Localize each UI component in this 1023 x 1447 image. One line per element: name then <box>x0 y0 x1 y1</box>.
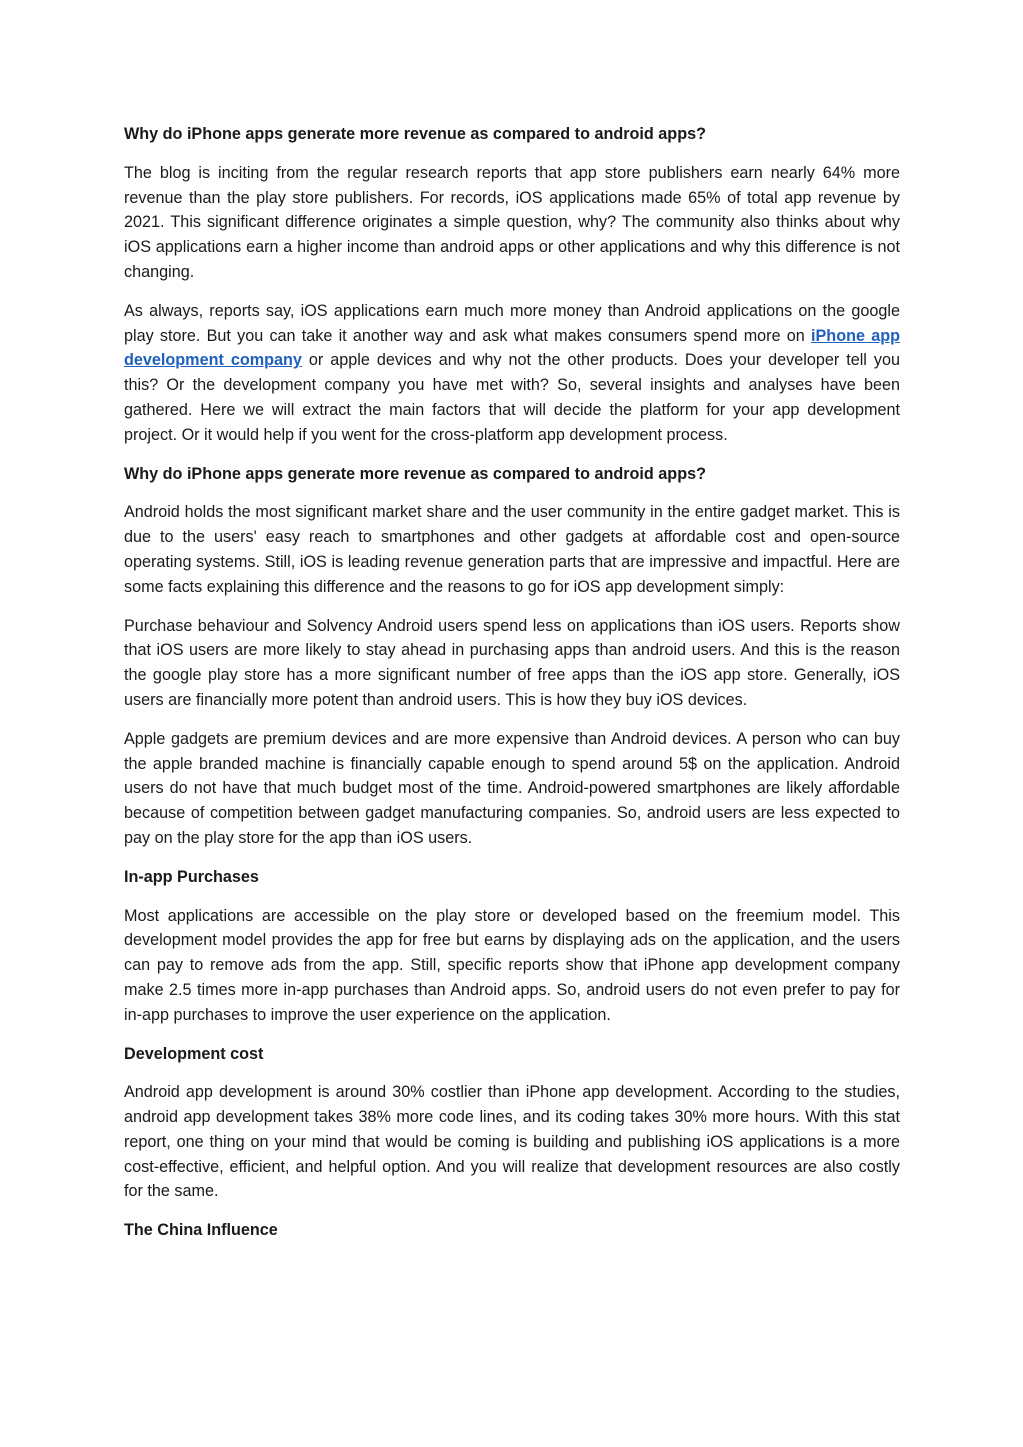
heading-why-iphone: Why do iPhone apps generate more revenue as compared to android apps? <box>124 125 706 143</box>
paragraph-reports <box>124 299 900 448</box>
paragraph-market-share: Android holds the most significant market share and the user community in the entire gadget market. This is due to the users' easy reach to smartphones and other gadgets at affordable cost and open-source operating systems. Still, iOS is leading revenue generation parts that are impressive and impactful. Here are some facts explaining this difference and the reasons to go for iOS app development simply: <box>124 503 900 596</box>
paragraph-intro: The blog is inciting from the regular research reports that app store publishers earn nearly 64% more revenue than the play store publishers. For records, iOS applications made 65% of total app revenue by 2021. This significant difference originates a simple question, why? The community also thinks about why iOS applications earn a higher income than android apps or other applications and why this difference is not changing. <box>124 163 900 281</box>
paragraph-development-cost: Android app development is around 30% costlier than iPhone app development. According to the studies, android app development takes 38% more code lines, and its coding takes 30% more hours. With this stat report, one thing on your mind that would be coming is building and publishing iOS applications is a more cost-effective, efficient, and helpful option. And you will realize that development resources are also costly for the same. <box>124 1083 900 1201</box>
heading-in-app-purchases: In-app Purchases <box>124 867 259 886</box>
document-page <box>124 113 900 1257</box>
paragraph-reports-text-2: or apple devices and why not the other products. Does your developer tell you this? Or the development company you have met with? So, several insights and analyses have been gathered. Here we will extract the main factors that will decide the platform for your app development project. Or it would help if you went for the cross-platform app development process. <box>124 351 900 444</box>
paragraph-reports-text-1: As always, reports say, iOS applications earn much more money than Android applications on the google play store. But you can take it another way and ask what makes consumers spend more on <box>124 301 900 345</box>
iphone-app-development-company-link[interactable]: iPhone app development company <box>124 326 900 370</box>
paragraph-in-app-purchases: Most applications are accessible on the play store or developed based on the freemium model. This development model provides the app for free but earns by displaying ads on the application, and the users can pay to remove ads from the app. Still, specific reports show that iPhone app development company make 2.5 times more in-app purchases than Android apps. So, android users do not even prefer to pay for in-app purchases to improve the user experience on the application. <box>124 906 900 1024</box>
paragraph-purchase-behaviour: Purchase behaviour and Solvency Android users spend less on applications than iOS users. Reports show that iOS users are more likely to stay ahead in purchasing apps than android users. And this is the reason the google play store has a more significant number of free apps than the iOS app store. Generally, iOS users are financially more potent than android users. This is how they buy iOS devices. <box>124 616 900 709</box>
paragraph-apple-gadgets: Apple gadgets are premium devices and are more expensive than Android devices. A person who can buy the apple branded machine is financially capable enough to spend around 5$ on the application. Android users do not have that much budget most of the time. Android-powered smartphones are likely affordable because of competition between gadget manufacturing companies. So, android users are less expected to pay on the play store for the app than iOS users. <box>124 729 900 847</box>
heading-why-iphone-2: Why do iPhone apps generate more revenue as compared to android apps? <box>124 464 706 483</box>
heading-china-influence: The China Influence <box>124 1221 278 1240</box>
heading-development-cost: Development cost <box>124 1044 264 1063</box>
